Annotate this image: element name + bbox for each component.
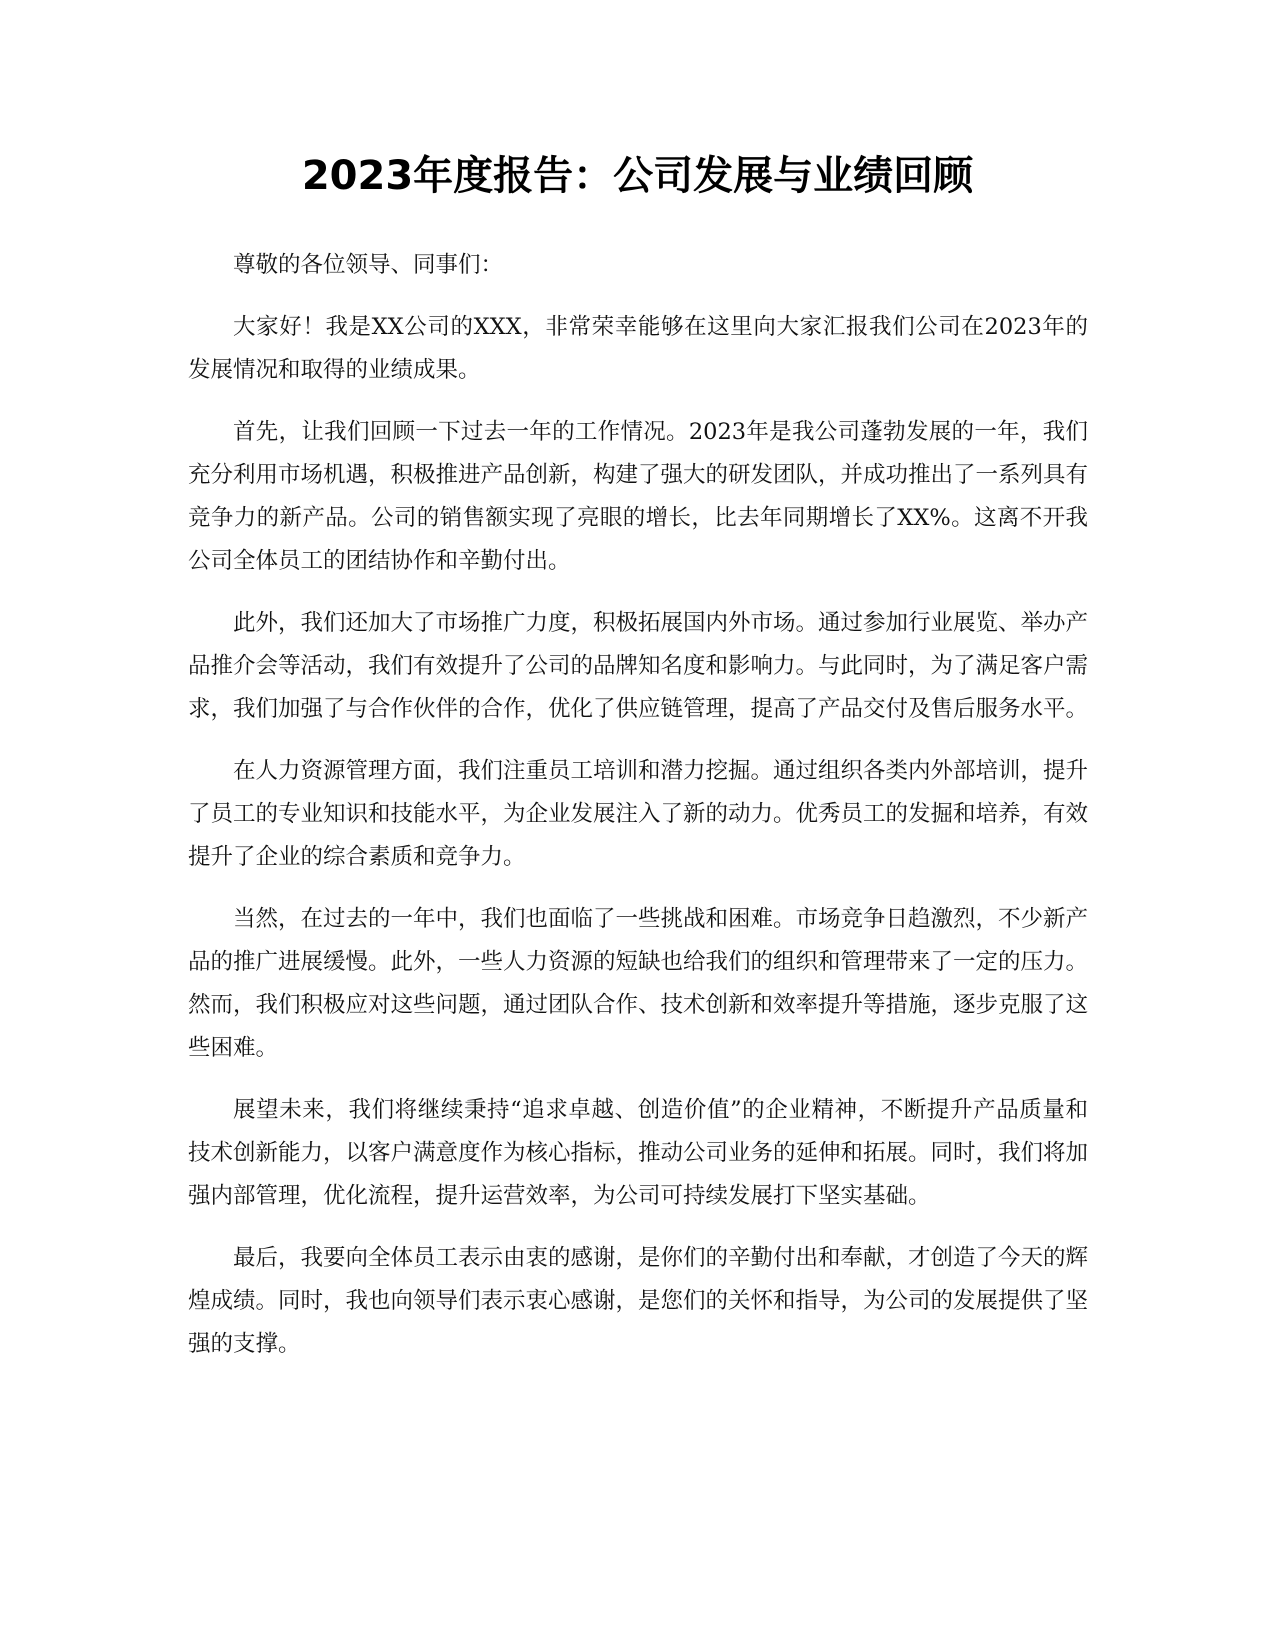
paragraph-challenges: 当然，在过去的一年中，我们也面临了一些挑战和困难。市场竞争日趋激烈，不少新产品的推广进展缓慢。此外，一些人力资源的短缺也给我们的组织和管理带来了一定的压力。然而，我们积极应对这些问题，通过团队合作、技术创新和效率提升等措施，逐步克服了这些困难。 (188, 906, 1089, 1061)
document-title: 2023年度报告：公司发展与业绩回顾 (301, 153, 974, 199)
paragraph-thanks: 最后，我要向全体员工表示由衷的感谢，是你们的辛勤付出和奉献，才创造了今天的辉煌成绩。同时，我也向领导们表示衷心感谢，是您们的关怀和指导，为公司的发展提供了坚强的支撑。 (188, 1245, 1089, 1357)
paragraph-marketing: 此外，我们还加大了市场推广力度，积极拓展国内外市场。通过参加行业展览、举办产品推介会等活动，我们有效提升了公司的品牌知名度和影响力。与此同时，为了满足客户需求，我们加强了与合作伙伴的合作，优化了供应链管理，提高了产品交付及售后服务水平。 (188, 610, 1089, 722)
paragraph-hr: 在人力资源管理方面，我们注重员工培训和潜力挖掘。通过组织各类内外部培训，提升了员工的专业知识和技能水平，为企业发展注入了新的动力。优秀员工的发掘和培养，有效提升了企业的综合素质和竞争力。 (188, 758, 1089, 870)
paragraph-greeting: 大家好！我是XX公司的XXX，非常荣幸能够在这里向大家汇报我们公司在2023年的发展情况和取得的业绩成果。 (188, 314, 1088, 383)
document-body (188, 244, 1088, 1385)
paragraph-outlook: 展望未来，我们将继续秉持“追求卓越、创造价值”的企业精神，不断提升产品质量和技术创新能力，以客户满意度作为核心指标，推动公司业务的延伸和拓展。同时，我们将加强内部管理，优化流程，提升运营效率，为公司可持续发展打下坚实基础。 (188, 1097, 1089, 1209)
paragraph-salutation: 尊敬的各位领导、同事们： (233, 252, 504, 278)
paragraph-review: 首先，让我们回顾一下过去一年的工作情况。2023年是我公司蓬勃发展的一年，我们充分利用市场机遇，积极推进产品创新，构建了强大的研发团队，并成功推出了一系列具有竞争力的新产品。公司的销售额实现了亮眼的增长，比去年同期增长了XX%。这离不开我公司全体员工的团结协作和辛勤付出。 (188, 419, 1089, 574)
